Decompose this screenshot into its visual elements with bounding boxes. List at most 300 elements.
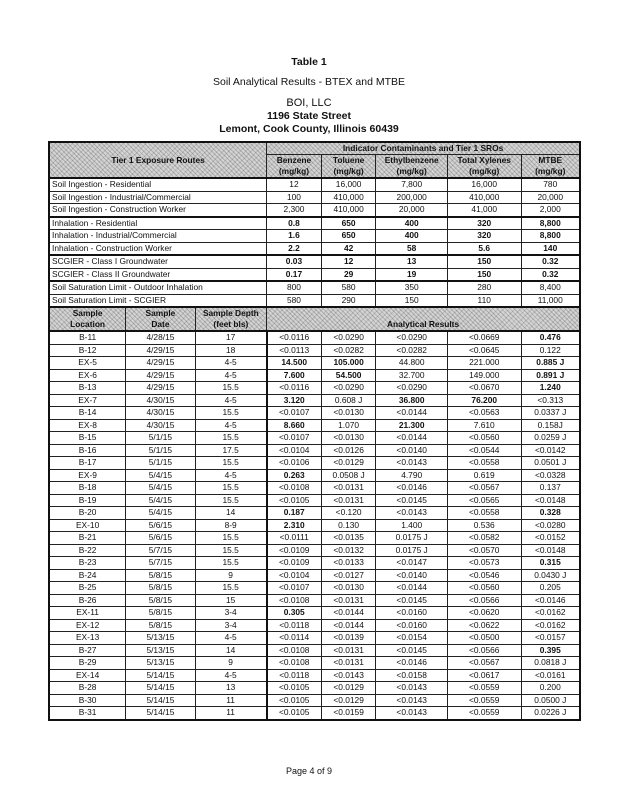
result-value: 0.122 xyxy=(521,344,580,357)
sro-value: 650 xyxy=(321,217,376,230)
result-value: <0.0160 xyxy=(376,607,447,620)
sro-value: 410,000 xyxy=(321,191,376,204)
result-value: <0.0157 xyxy=(521,632,580,645)
exposure-route: Soil Ingestion - Residential xyxy=(49,178,267,191)
sample-depth: 4-5 xyxy=(195,369,267,382)
result-value: <0.0145 xyxy=(376,644,447,657)
result-value: <0.0573 xyxy=(447,557,521,570)
result-value: <0.0118 xyxy=(267,619,322,632)
result-value: 0.0508 J xyxy=(321,469,376,482)
sro-value: 16,000 xyxy=(321,178,376,191)
sample-depth: 4-5 xyxy=(195,632,267,645)
result-value: 0.263 xyxy=(267,469,322,482)
sample-date: 5/14/15 xyxy=(126,694,195,707)
result-value: <0.0280 xyxy=(521,519,580,532)
result-value: 0.200 xyxy=(521,682,580,695)
sro-value: 42 xyxy=(321,242,376,255)
sample-location: B-24 xyxy=(49,569,126,582)
result-value: <0.0144 xyxy=(376,582,447,595)
sro-value: 16,000 xyxy=(447,178,521,191)
sample-location: EX-8 xyxy=(49,419,126,432)
sample-row xyxy=(49,407,580,420)
sample-depth: 13 xyxy=(195,682,267,695)
sro-value: 110 xyxy=(447,294,521,307)
sro-value: 0.32 xyxy=(521,255,580,268)
result-value: 3.120 xyxy=(267,394,322,407)
sro-value: 150 xyxy=(376,294,447,307)
sro-value: 410,000 xyxy=(321,204,376,217)
result-value: <0.0282 xyxy=(321,344,376,357)
sample-location: B-23 xyxy=(49,557,126,570)
result-value: <0.0622 xyxy=(447,619,521,632)
sro-value: 780 xyxy=(521,178,580,191)
result-value: 0.137 xyxy=(521,482,580,495)
result-value: <0.0130 xyxy=(321,432,376,445)
sample-depth: 4-5 xyxy=(195,469,267,482)
result-value: <0.0131 xyxy=(321,494,376,507)
result-value: <0.0140 xyxy=(376,444,447,457)
sample-date: 5/4/15 xyxy=(126,482,195,495)
sample-depth: 15.5 xyxy=(195,407,267,420)
sro-value: 8,800 xyxy=(521,230,580,243)
result-value: <0.0143 xyxy=(376,707,447,720)
sample-date: 5/14/15 xyxy=(126,682,195,695)
result-value: <0.0105 xyxy=(267,707,322,720)
result-value: <0.0126 xyxy=(321,444,376,457)
result-value: 1.240 xyxy=(521,382,580,395)
result-value: <0.0158 xyxy=(376,669,447,682)
sro-row xyxy=(49,281,580,294)
result-value: <0.0129 xyxy=(321,682,376,695)
result-value: <0.0282 xyxy=(376,344,447,357)
exposure-route: Soil Saturation Limit - Outdoor Inhalation xyxy=(49,281,267,294)
result-value: <0.0105 xyxy=(267,694,322,707)
result-value: <0.0131 xyxy=(321,644,376,657)
sample-depth: 4-5 xyxy=(195,394,267,407)
sample-row xyxy=(49,394,580,407)
sro-value: 0.8 xyxy=(267,217,322,230)
result-value: 0.0175 J xyxy=(376,544,447,557)
result-value: <0.0567 xyxy=(447,482,521,495)
site-location: Lemont, Cook County, Illinois 60439 xyxy=(219,123,399,135)
result-value: <0.0116 xyxy=(267,382,322,395)
result-value: 0.0430 J xyxy=(521,569,580,582)
sample-date: 5/13/15 xyxy=(126,632,195,645)
result-value: 2.310 xyxy=(267,519,322,532)
sro-value: 2,300 xyxy=(267,204,322,217)
result-value: <0.0109 xyxy=(267,544,322,557)
sample-location: EX-12 xyxy=(49,619,126,632)
sro-value: 8,800 xyxy=(521,217,580,230)
sample-row xyxy=(49,532,580,545)
result-value: <0.0107 xyxy=(267,407,322,420)
sample-date: 5/8/15 xyxy=(126,582,195,595)
sro-value: 400 xyxy=(376,217,447,230)
sro-value: 150 xyxy=(447,255,521,268)
result-value: <0.313 xyxy=(521,394,580,407)
result-value: 149.000 xyxy=(447,369,521,382)
result-value: 0.0818 J xyxy=(521,657,580,670)
result-value: <0.0143 xyxy=(376,682,447,695)
sample-depth: 15.5 xyxy=(195,382,267,395)
result-value: <0.0144 xyxy=(321,607,376,620)
result-value: 0.187 xyxy=(267,507,322,520)
result-value: <0.120 xyxy=(321,507,376,520)
sample-location: B-18 xyxy=(49,482,126,495)
sample-depth: 8-9 xyxy=(195,519,267,532)
sro-value: 140 xyxy=(521,242,580,255)
sample-location: EX-7 xyxy=(49,394,126,407)
page-number: Page 4 of 9 xyxy=(285,766,333,776)
result-value: <0.0290 xyxy=(376,331,447,344)
sample-row xyxy=(49,632,580,645)
result-value: 76.200 xyxy=(447,394,521,407)
result-value: <0.0565 xyxy=(447,494,521,507)
result-value: 221.000 xyxy=(447,357,521,370)
result-value: 0.0501 J xyxy=(521,457,580,470)
sample-location: EX-5 xyxy=(49,357,126,370)
sample-row xyxy=(49,444,580,457)
sample-date: 5/4/15 xyxy=(126,494,195,507)
sample-row xyxy=(49,494,580,507)
sample-row xyxy=(49,369,580,382)
sample-location: B-29 xyxy=(49,657,126,670)
sro-row xyxy=(49,255,580,268)
result-value: 0.536 xyxy=(447,519,521,532)
sro-value: 280 xyxy=(447,281,521,294)
sample-depth: 15 xyxy=(195,594,267,607)
result-value: <0.0108 xyxy=(267,644,322,657)
result-value: <0.0116 xyxy=(267,331,322,344)
sample-row xyxy=(49,344,580,357)
sample-depth: 15.5 xyxy=(195,532,267,545)
sro-value: 650 xyxy=(321,230,376,243)
sro-value: 320 xyxy=(447,217,521,230)
sample-depth: 3-4 xyxy=(195,619,267,632)
sample-depth: 17 xyxy=(195,331,267,344)
result-value: 0.315 xyxy=(521,557,580,570)
result-value: <0.0570 xyxy=(447,544,521,557)
result-value: 0.608 J xyxy=(321,394,376,407)
exposure-route: SCGIER - Class II Groundwater xyxy=(49,268,267,281)
sample-depth: 15.5 xyxy=(195,494,267,507)
sample-date: 5/8/15 xyxy=(126,569,195,582)
sro-row xyxy=(49,217,580,230)
sro-value: 410,000 xyxy=(447,191,521,204)
result-value: <0.0669 xyxy=(447,331,521,344)
result-value: <0.0131 xyxy=(321,482,376,495)
result-value: <0.0113 xyxy=(267,344,322,357)
result-value: <0.0133 xyxy=(321,557,376,570)
sample-location: EX-14 xyxy=(49,669,126,682)
sample-location: B-13 xyxy=(49,382,126,395)
col-mtbe: MTBE (mg/kg) xyxy=(521,155,580,179)
sample-row xyxy=(49,682,580,695)
result-value: 54.500 xyxy=(321,369,376,382)
result-value: <0.0131 xyxy=(321,594,376,607)
sample-date: 5/8/15 xyxy=(126,594,195,607)
sample-date: 5/13/15 xyxy=(126,644,195,657)
sample-location: B-20 xyxy=(49,507,126,520)
sample-location: B-27 xyxy=(49,644,126,657)
result-value: 0.328 xyxy=(521,507,580,520)
table-number: Table 1 xyxy=(291,56,327,68)
sample-date: 5/7/15 xyxy=(126,544,195,557)
result-value: <0.0290 xyxy=(376,382,447,395)
sample-date: 4/28/15 xyxy=(126,331,195,344)
sample-row xyxy=(49,607,580,620)
sample-location: EX-9 xyxy=(49,469,126,482)
result-value: <0.0500 xyxy=(447,632,521,645)
result-value: <0.0111 xyxy=(267,532,322,545)
result-value: <0.0143 xyxy=(321,669,376,682)
sro-value: 11,000 xyxy=(521,294,580,307)
result-value: <0.0645 xyxy=(447,344,521,357)
sample-date: 4/29/15 xyxy=(126,369,195,382)
result-value: <0.0108 xyxy=(267,657,322,670)
sample-row xyxy=(49,482,580,495)
sample-date: 5/1/15 xyxy=(126,444,195,457)
result-value: <0.0143 xyxy=(376,457,447,470)
sample-date: 5/4/15 xyxy=(126,507,195,520)
sro-value: 100 xyxy=(267,191,322,204)
exposure-route: Soil Saturation Limit - SCGIER xyxy=(49,294,267,307)
sample-depth: 17.5 xyxy=(195,444,267,457)
site-address: 1196 State Street xyxy=(266,110,352,122)
result-value: <0.0139 xyxy=(321,632,376,645)
result-value: <0.0129 xyxy=(321,694,376,707)
result-value: <0.0108 xyxy=(267,482,322,495)
sro-value: 13 xyxy=(376,255,447,268)
sample-row xyxy=(49,331,580,344)
result-value: 0.891 J xyxy=(521,369,580,382)
sample-depth: 4-5 xyxy=(195,669,267,682)
result-value: <0.0563 xyxy=(447,407,521,420)
result-value: 7.600 xyxy=(267,369,322,382)
sample-rows xyxy=(49,331,580,720)
result-value: <0.0546 xyxy=(447,569,521,582)
sample-row xyxy=(49,594,580,607)
sample-depth: 14 xyxy=(195,644,267,657)
sro-value: 150 xyxy=(447,268,521,281)
sro-value: 200,000 xyxy=(376,191,447,204)
sample-depth: 9 xyxy=(195,657,267,670)
result-value: <0.0152 xyxy=(521,532,580,545)
result-value: <0.0159 xyxy=(321,707,376,720)
col-ethylbenzene: Ethylbenzene (mg/kg) xyxy=(376,155,447,179)
result-value: 105.000 xyxy=(321,357,376,370)
result-value: 7.610 xyxy=(447,419,521,432)
sample-depth: 15.5 xyxy=(195,557,267,570)
col-toluene: Toluene (mg/kg) xyxy=(321,155,376,179)
sro-value: 20,000 xyxy=(521,191,580,204)
sro-row xyxy=(49,242,580,255)
result-value: <0.0290 xyxy=(321,382,376,395)
sample-location: B-19 xyxy=(49,494,126,507)
sample-header xyxy=(49,307,580,331)
result-value: <0.0107 xyxy=(267,582,322,595)
result-value: <0.0154 xyxy=(376,632,447,645)
sro-value: 0.17 xyxy=(267,268,322,281)
sro-value: 1.6 xyxy=(267,230,322,243)
sro-value: 2.2 xyxy=(267,242,322,255)
sample-date: 5/1/15 xyxy=(126,457,195,470)
result-value: 21.300 xyxy=(376,419,447,432)
result-value: 8.660 xyxy=(267,419,322,432)
sample-location: B-11 xyxy=(49,331,126,344)
sample-location: B-12 xyxy=(49,344,126,357)
sample-date: 5/7/15 xyxy=(126,557,195,570)
sample-row xyxy=(49,457,580,470)
sample-row xyxy=(49,694,580,707)
sample-date: 4/30/15 xyxy=(126,394,195,407)
result-value: <0.0148 xyxy=(521,544,580,557)
result-value: <0.0109 xyxy=(267,557,322,570)
sample-location: B-30 xyxy=(49,694,126,707)
result-value: <0.0146 xyxy=(376,482,447,495)
sample-row xyxy=(49,419,580,432)
result-value: 0.0500 J xyxy=(521,694,580,707)
result-value: <0.0114 xyxy=(267,632,322,645)
result-value: 0.619 xyxy=(447,469,521,482)
result-value: <0.0146 xyxy=(521,594,580,607)
result-value: 0.305 xyxy=(267,607,322,620)
sample-depth: 11 xyxy=(195,707,267,720)
result-value: 32.700 xyxy=(376,369,447,382)
sample-location-header: Sample Location xyxy=(49,307,126,331)
sample-depth: 15.5 xyxy=(195,482,267,495)
sample-date: 4/29/15 xyxy=(126,344,195,357)
result-value: <0.0560 xyxy=(447,432,521,445)
sample-row xyxy=(49,382,580,395)
result-value: <0.0142 xyxy=(521,444,580,457)
routes-header: Tier 1 Exposure Routes xyxy=(49,142,267,178)
result-value: <0.0144 xyxy=(321,619,376,632)
result-value: <0.0559 xyxy=(447,694,521,707)
result-value: 0.0337 J xyxy=(521,407,580,420)
sample-row xyxy=(49,519,580,532)
sro-value: 41,000 xyxy=(447,204,521,217)
result-value: 0.395 xyxy=(521,644,580,657)
result-value: <0.0144 xyxy=(376,432,447,445)
sro-value: 12 xyxy=(321,255,376,268)
sample-row xyxy=(49,569,580,582)
sample-location: B-22 xyxy=(49,544,126,557)
exposure-route: SCGIER - Class I Groundwater xyxy=(49,255,267,268)
sro-value: 7,800 xyxy=(376,178,447,191)
sro-value: 2,000 xyxy=(521,204,580,217)
col-total-xylenes: Total Xylenes (mg/kg) xyxy=(447,155,521,179)
exposure-route: Inhalation - Construction Worker xyxy=(49,242,267,255)
result-value: <0.0130 xyxy=(321,407,376,420)
result-value: <0.0162 xyxy=(521,607,580,620)
contaminants-group-header: Indicator Contaminants and Tier 1 SROs xyxy=(267,142,580,155)
sample-row xyxy=(49,707,580,720)
result-value: <0.0560 xyxy=(447,582,521,595)
result-value: <0.0559 xyxy=(447,707,521,720)
sro-value: 580 xyxy=(267,294,322,307)
sro-row xyxy=(49,204,580,217)
sample-date: 4/29/15 xyxy=(126,357,195,370)
result-value: <0.0118 xyxy=(267,669,322,682)
result-value: <0.0106 xyxy=(267,457,322,470)
result-value: <0.0566 xyxy=(447,644,521,657)
result-value: 0.0226 J xyxy=(521,707,580,720)
sample-location: B-28 xyxy=(49,682,126,695)
sample-date-header: Sample Date xyxy=(126,307,195,331)
result-value: <0.0558 xyxy=(447,457,521,470)
result-value: <0.0104 xyxy=(267,569,322,582)
sample-date: 5/4/15 xyxy=(126,469,195,482)
result-value: 0.0175 J xyxy=(376,532,447,545)
result-value: <0.0147 xyxy=(376,557,447,570)
sro-row xyxy=(49,191,580,204)
result-value: 14.500 xyxy=(267,357,322,370)
result-value: <0.0105 xyxy=(267,682,322,695)
sample-depth: 14 xyxy=(195,507,267,520)
result-value: 0.885 J xyxy=(521,357,580,370)
result-value: 1.400 xyxy=(376,519,447,532)
sro-value: 290 xyxy=(321,294,376,307)
result-value: 1.070 xyxy=(321,419,376,432)
result-value: <0.0135 xyxy=(321,532,376,545)
sro-rows xyxy=(49,178,580,307)
sample-date: 5/8/15 xyxy=(126,619,195,632)
sample-date: 4/30/15 xyxy=(126,419,195,432)
sro-value: 12 xyxy=(267,178,322,191)
result-value: 0.205 xyxy=(521,582,580,595)
result-value: <0.0617 xyxy=(447,669,521,682)
sample-depth-header: Sample Depth (feet bls) xyxy=(195,307,267,331)
sample-location: EX-10 xyxy=(49,519,126,532)
result-value: <0.0143 xyxy=(376,694,447,707)
sample-depth: 18 xyxy=(195,344,267,357)
sample-row xyxy=(49,657,580,670)
sample-location: B-15 xyxy=(49,432,126,445)
result-value: <0.0148 xyxy=(521,494,580,507)
sample-depth: 15.5 xyxy=(195,457,267,470)
table-subtitle: Soil Analytical Results - BTEX and MTBE xyxy=(213,76,405,88)
sample-depth: 11 xyxy=(195,694,267,707)
exposure-route: Inhalation - Residential xyxy=(49,217,267,230)
exposure-route: Inhalation - Industrial/Commercial xyxy=(49,230,267,243)
sample-depth: 4-5 xyxy=(195,357,267,370)
sample-date: 5/6/15 xyxy=(126,532,195,545)
sample-row xyxy=(49,544,580,557)
result-value: <0.0140 xyxy=(376,569,447,582)
result-value: <0.0670 xyxy=(447,382,521,395)
sample-row xyxy=(49,557,580,570)
sample-date: 5/8/15 xyxy=(126,607,195,620)
sample-date: 5/1/15 xyxy=(126,432,195,445)
result-value: 4.790 xyxy=(376,469,447,482)
sample-depth: 15.5 xyxy=(195,432,267,445)
result-value: <0.0558 xyxy=(447,507,521,520)
company-name: BOI, LLC xyxy=(286,97,332,109)
sample-row xyxy=(49,469,580,482)
sample-depth: 4-5 xyxy=(195,419,267,432)
analytical-results-header: Analytical Results xyxy=(267,307,580,331)
sample-depth: 15.5 xyxy=(195,544,267,557)
sro-value: 800 xyxy=(267,281,322,294)
sro-row xyxy=(49,268,580,281)
result-value: <0.0132 xyxy=(321,544,376,557)
result-value: <0.0290 xyxy=(321,331,376,344)
result-value: 0.0259 J xyxy=(521,432,580,445)
sample-location: B-21 xyxy=(49,532,126,545)
exposure-route: Soil Ingestion - Construction Worker xyxy=(49,204,267,217)
exposure-route: Soil Ingestion - Industrial/Commercial xyxy=(49,191,267,204)
